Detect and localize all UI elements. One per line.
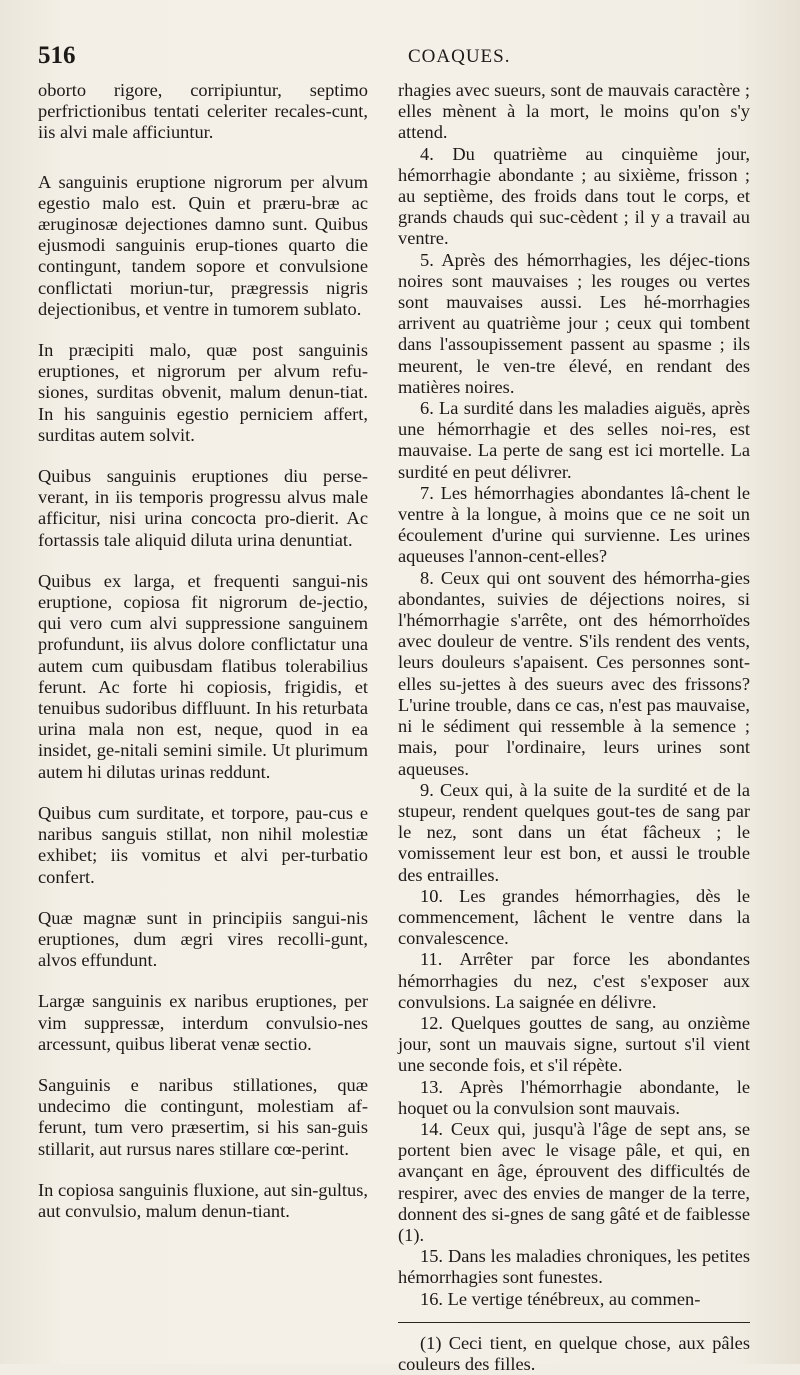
french-paragraph: 9. Ceux qui, à la suite de la surdité et de la stupeur, rendent quelques gout-tes de sang par le nez, sont dans un état fâcheux ; le vomissement leur est bon, et aussi le trouble des entrailles.	[398, 779, 750, 885]
french-paragraph: rhagies avec sueurs, sont de mauvais caractère ; elles mènent à la mort, le moins qu'on s'y attend.	[398, 80, 750, 143]
french-paragraph: 14. Ceux qui, jusqu'à l'âge de sept ans, se portent bien avec le visage pâle, et qui, en avançant en âge, éprouvent des difficultés de respirer, avec des envies de manger de la terre, donnent des si-gnes de sang gâté et de faiblesse (1).	[398, 1118, 750, 1245]
page-number: 516	[38, 42, 76, 69]
french-paragraph: 8. Ceux qui ont souvent des hémorrha-gies abondantes, suivies de déjections noires, si l'hémorrhagie s'arrête, ont des hémorrhoïdes avec douleur de ventre. S'ils rendent des vents, leurs douleurs s'apaisent. Ces personnes sont-elles su-jettes à des sueurs avec des frissons? L'urine trouble, dans ce cas, n'est pas mauvaise, ni le sédiment qui ressemble à la semence ; mais, pour l'ordinaire, leurs urines sont aqueuses.	[398, 567, 750, 779]
french-paragraph: 15. Dans les maladies chroniques, les petites hémorrhagies sont funestes.	[398, 1246, 750, 1288]
french-paragraph: 7. Les hémorrhagies abondantes lâ-chent le ventre à la longue, à moins que ce ne soit un écoulement d'urine qui survienne. Les urines aqueuses l'annon-cent-elles?	[398, 482, 750, 567]
latin-paragraph: In præcipiti malo, quæ post sanguinis eruptiones, et nigrorum per alvum refu-siones, surditas obvenit, malum denun-tiat. In his sanguinis egestio perniciem affert, surditas autem solvit.	[38, 340, 368, 445]
latin-paragraph: Quibus sanguinis eruptiones diu perse-verant, in iis temporis progressu alvus male afficitur, nisi urina concocta pro-dierit. Ac fortassis tale aliquid diluta urina denuntiat.	[38, 466, 368, 550]
footnote: (1) Ceci tient, en quelque chose, aux pâles couleurs des filles.	[398, 1332, 750, 1374]
latin-column	[38, 80, 368, 1242]
running-head: COAQUES.	[408, 46, 511, 67]
french-paragraph: 6. La surdité dans les maladies aiguës, après une hémorrhagie et des selles noi-res, est mauvaise. La perte de sang est ici mortelle. La surdité en peut délivrer.	[398, 398, 750, 482]
latin-paragraph: A sanguinis eruptione nigrorum per alvum egestio malo est. Quin et præru-bræ ac æruginosæ dejectiones damno sunt. Quibus ejusmodi sanguinis erup-tiones quarto die contingunt, tandem sopore et convulsione conflictati moriun-tur, prægressis nigris dejectionibus, et ventre in tumorem sublato.	[38, 171, 368, 319]
french-paragraph: 13. Après l'hémorrhagie abondante, le hoquet ou la convulsion sont mauvais.	[398, 1076, 750, 1118]
latin-paragraph: In copiosa sanguinis fluxione, aut sin-gultus, aut convulsio, malum denun-tiant.	[38, 1179, 368, 1221]
french-paragraph: 16. Le vertige ténébreux, au commen-	[420, 1288, 701, 1309]
french-paragraph: 12. Quelques gouttes de sang, au onzième jour, sont un mauvais signe, surtout s'il vient une seconde fois, et s'il répète.	[398, 1012, 750, 1076]
latin-paragraph: Quæ magnæ sunt in principiis sangui-nis eruptiones, dum ægri vires recolli-gunt, alvos effundunt.	[38, 907, 368, 971]
french-paragraph: 10. Les grandes hémorrhagies, dès le commencement, lâchent le ventre dans la convalescence.	[398, 885, 750, 949]
latin-paragraph: Sanguinis e naribus stillationes, quæ undecimo die contingunt, molestiam af-ferunt, tum vero præsertim, si his san-guis stillarit, aut rursus nares stillare cœ-perint.	[38, 1074, 368, 1159]
french-paragraph: 4. Du quatrième au cinquième jour, hémorrhagie abondante ; au sixième, frisson ; au septième, des froids dans tout le corps, et grands chauds qui suc-cèdent ; il y a travail au ventre.	[398, 143, 750, 249]
french-column	[398, 80, 750, 1375]
latin-paragraph: Quibus ex larga, et frequenti sangui-nis eruptione, copiosa fit nigrorum de-jectio, qui vero cum alvi suppressione sanguinem profundunt, iis alvus dolore conflictatur una autem cum quibusdam flatibus tolerabilius ferunt. Ac forte hi copiosis, frigidis, et tenuibus sudoribus diffluunt. In his returbata urina mala non est, neque, quod in ea insidet, ge-nitali semini simile. Ut plurimum autem hi dilutas urinas reddunt.	[38, 570, 368, 782]
french-paragraph: 11. Arrêter par force les abondantes hémorrhagies du nez, c'est s'exposer aux convulsions. La saignée en délivre.	[398, 949, 750, 1012]
latin-paragraph: oborto rigore, corripiuntur, septimo perfrictionibus tentati celeriter recales-cunt, iis alvi male afficiuntur.	[38, 80, 368, 143]
footnote-divider	[398, 1322, 750, 1323]
page-header	[38, 42, 758, 74]
french-paragraph: 5. Après des hémorrhagies, les déjec-tions noires sont mauvaises ; les rouges ou vertes sont mauvaises aussi. Les hé-morrhagies arrivent au quatrième jour ; ceux qui tombent dans l'assoupissement passent au spasme ; ils meurent, le ven-tre élevé, en rendant des matières noires.	[398, 249, 750, 397]
latin-paragraph: Quibus cum surditate, et torpore, pau-cus e naribus sanguis stillat, non nihil molestiæ exhibet; iis vomitus et alvi per-turbatio confert.	[38, 802, 368, 887]
latin-paragraph: Largæ sanguinis ex naribus eruptiones, per vim suppressæ, interdum convulsio-nes arcessunt, quibus liberat venæ sectio.	[38, 991, 368, 1054]
